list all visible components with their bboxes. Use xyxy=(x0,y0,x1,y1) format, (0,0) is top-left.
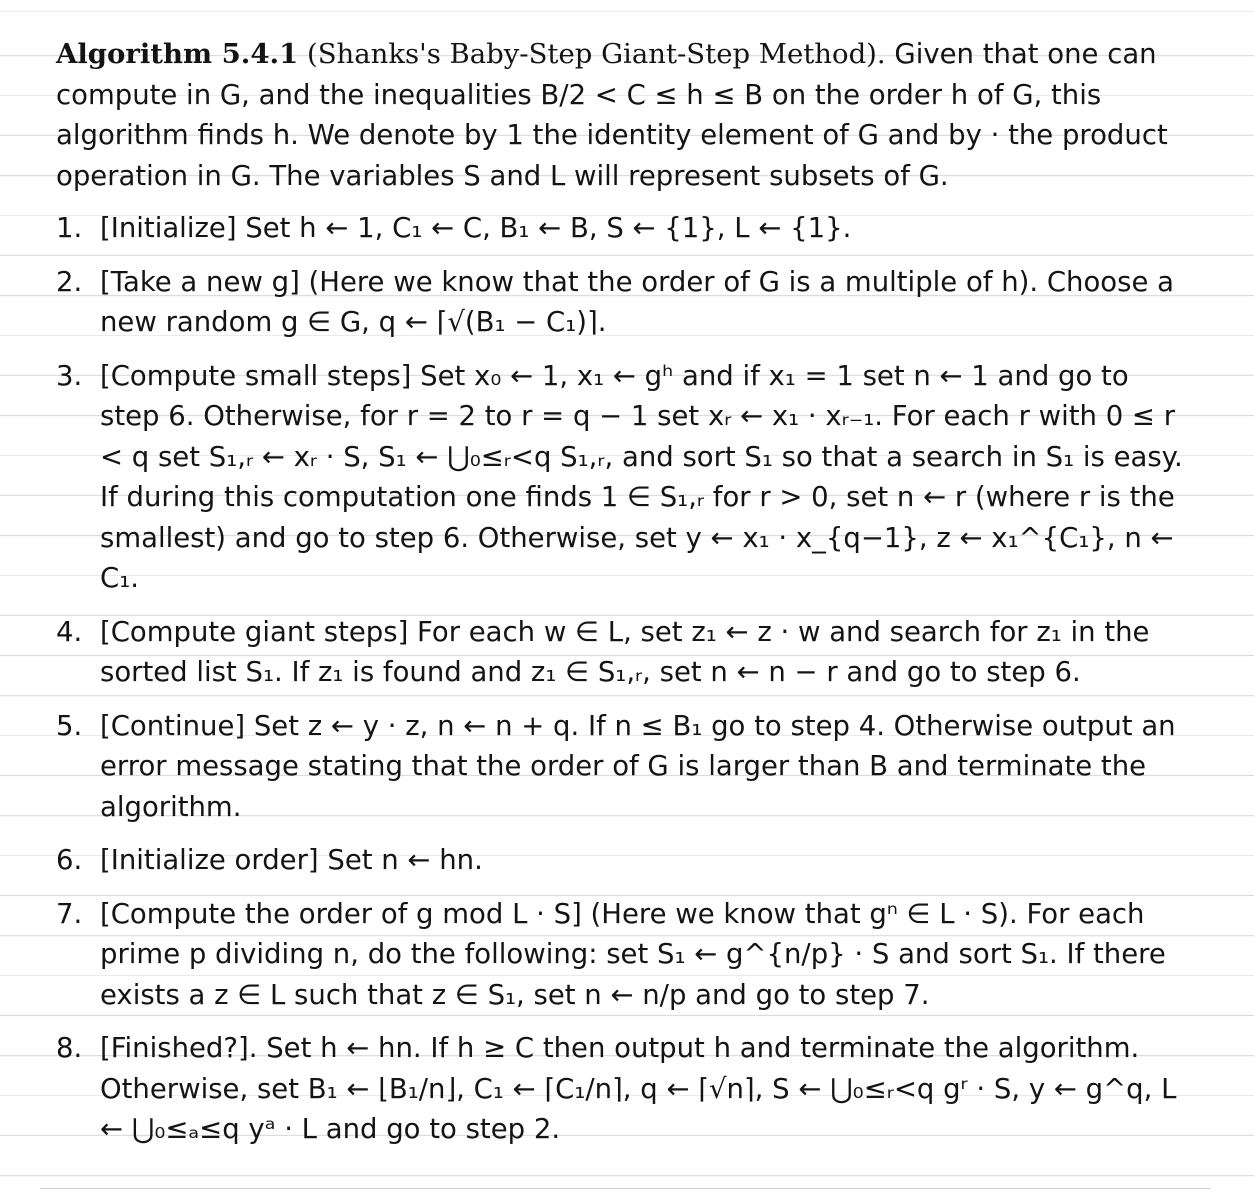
step-7 xyxy=(56,894,1196,1016)
step-text: [Continue] Set z ← y · z, n ← n + q. If n ≤ B₁ go to step 4. Otherwise output an error message stating that the order of G is larger than B and terminate the algorithm. xyxy=(100,709,1176,823)
algorithm-intro xyxy=(56,34,1196,196)
step-5 xyxy=(56,706,1196,828)
step-number: 6. xyxy=(56,844,83,876)
step-number: 3. xyxy=(56,359,83,392)
step-number: 2. xyxy=(56,265,83,298)
algorithm-label: Algorithm 5.4.1 xyxy=(56,38,299,70)
step-3 xyxy=(56,356,1196,599)
algorithm-description: Given that one can compute in G, and the inequalities B/2 < C ≤ h ≤ B on the order h of G, this algorithm finds h. We denote by 1 the identity element of G and by · the product operation in G. The variables S and L will represent subsets of G. xyxy=(56,38,1168,192)
step-2 xyxy=(56,262,1196,343)
step-text: [Compute the order of g mod L · S] (Here we know that gⁿ ∈ L · S). For each prime p dividing n, do the following: set S₁ ← g^{n/p} · S and sort S₁. If there exists a z ∈ L such that z ∈ S₁, set n ← n/p and go to step 7. xyxy=(100,897,1166,1011)
step-number: 1. xyxy=(56,212,83,244)
step-8 xyxy=(56,1028,1196,1150)
step-text: [Take a new g] (Here we know that the order of G is a multiple of h). Choose a new random g ∈ G, q ← ⌈√(B₁ − C₁)⌉. xyxy=(100,265,1174,338)
step-text: [Compute giant steps] For each w ∈ L, set z₁ ← z · w and search for z₁ in the sorted list S₁. If z₁ is found and z₁ ∈ S₁,ᵣ, set n ← n − r and go to step 6. xyxy=(100,615,1150,688)
step-number: 5. xyxy=(56,709,83,742)
step-text: [Compute small steps] Set x₀ ← 1, x₁ ← gʰ and if x₁ = 1 set n ← 1 and go to step 6. Otherwise, for r = 2 to r = q − 1 set xᵣ ← x₁ · xᵣ₋₁. For each r with 0 ≤ r < q set S₁,ᵣ ← xᵣ · S, S₁ ← ⋃₀≤ᵣ<q S₁,ᵣ, and sort S₁ so that a search in S₁ is easy. If during this computation one finds 1 ∈ S₁,ᵣ for r > 0, set n ← r (where r is the smallest) and go to step 6. Otherwise, set y ← x₁ · x_{q−1}, z ← x₁^{C₁}, n ← C₁. xyxy=(100,359,1183,594)
step-number: 8. xyxy=(56,1032,83,1064)
step-text: [Initialize] Set h ← 1, C₁ ← C, B₁ ← B, S ← {1}, L ← {1}. xyxy=(100,212,852,244)
algorithm-text xyxy=(56,34,1196,1163)
bottom-rule xyxy=(40,1188,1210,1189)
step-text: [Initialize order] Set n ← hn. xyxy=(100,844,483,876)
step-number: 7. xyxy=(56,897,83,930)
algorithm-name: (Shanks's Baby-Step Giant-Step Method). xyxy=(306,38,886,70)
step-number: 4. xyxy=(56,615,83,648)
step-4 xyxy=(56,612,1196,693)
step-1 xyxy=(56,208,1196,249)
step-list xyxy=(56,208,1196,1150)
step-6 xyxy=(56,840,1196,881)
step-text: [Finished?]. Set h ← hn. If h ≥ C then output h and terminate the algorithm. Otherwise, set B₁ ← ⌊B₁/n⌋, C₁ ← ⌈C₁/n⌉, q ← ⌈√n⌉, S ← ⋃₀≤ᵣ<q gʳ · S, y ← g^q, L ← ⋃₀≤ₐ≤q yᵃ · L and go to step 2. xyxy=(100,1032,1177,1145)
